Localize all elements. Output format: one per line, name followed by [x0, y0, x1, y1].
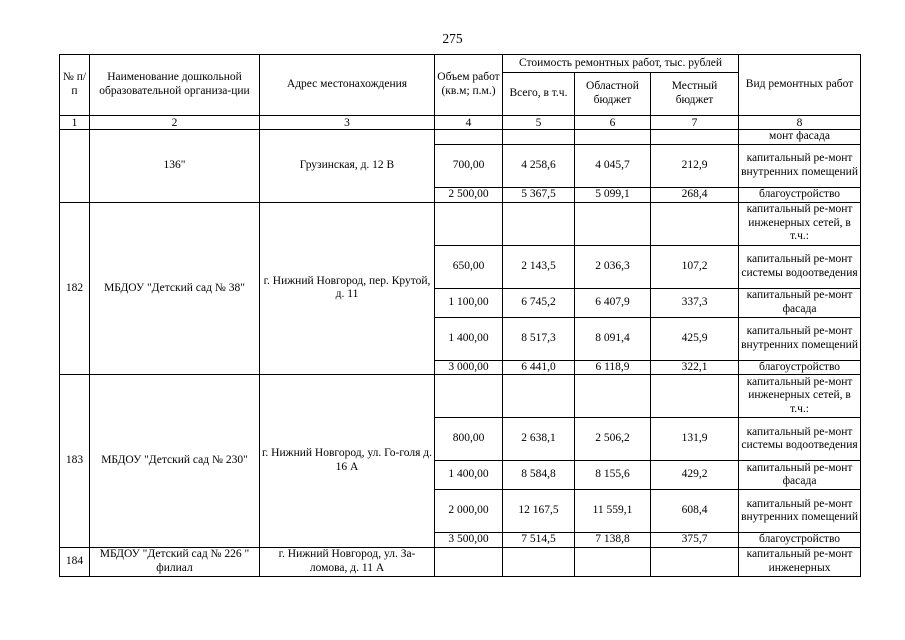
cell-regional: 5 099,1: [575, 187, 651, 202]
cell-total: 2 143,5: [503, 245, 575, 288]
page-number: 275: [442, 31, 463, 46]
cell-address: г. Нижний Новгород, ул. Го-голя д. 16 А: [260, 375, 435, 548]
cell-volume: [435, 202, 503, 245]
cell-work-type: монт фасада: [739, 130, 861, 145]
cell-regional: [575, 130, 651, 145]
cell-local: 322,1: [651, 360, 739, 375]
column-number-row: [60, 116, 861, 130]
cell-work-type: благоустройство: [739, 360, 861, 375]
cell-address: Грузинская, д. 12 В: [260, 130, 435, 203]
cell-volume: [435, 375, 503, 418]
header-address: Адрес местонахождения: [260, 55, 435, 116]
cell-work-type: капитальный ре-монт инженерных сетей, в т.ч.:: [739, 375, 861, 418]
cell-regional: [575, 202, 651, 245]
cell-address: г. Нижний Новгород, ул. За-ломова, д. 11 А: [260, 548, 435, 577]
cell-local: 429,2: [651, 461, 739, 490]
column-number: 1: [60, 116, 90, 130]
cell-work-type: капитальный ре-монт инженерных сетей, в т.ч.:: [739, 202, 861, 245]
cell-total: 6 745,2: [503, 288, 575, 317]
cell-local: [651, 130, 739, 145]
cell-local: 268,4: [651, 187, 739, 202]
cell-volume: [435, 548, 503, 577]
table-row: [60, 202, 861, 245]
column-number: 5: [503, 116, 575, 130]
cell-volume: 2 500,00: [435, 187, 503, 202]
cell-work-type: благоустройство: [739, 533, 861, 548]
cell-local: 107,2: [651, 245, 739, 288]
cell-volume: [435, 130, 503, 145]
table-row: [60, 130, 861, 145]
cell-org: 136": [90, 130, 260, 203]
cell-total: 4 258,6: [503, 144, 575, 187]
cell-local: 375,7: [651, 533, 739, 548]
header-org: Наименование дошкольной образовательной организа-ции: [90, 55, 260, 116]
cell-work-type: капитальный ре-монт фасада: [739, 288, 861, 317]
cell-total: 7 514,5: [503, 533, 575, 548]
cell-total: [503, 375, 575, 418]
cell-regional: 2 506,2: [575, 418, 651, 461]
cell-work-type: капитальный ре-монт системы водоотведения: [739, 245, 861, 288]
column-number: 2: [90, 116, 260, 130]
cell-total: 2 638,1: [503, 418, 575, 461]
cell-total: 8 517,3: [503, 317, 575, 360]
repair-works-table: [59, 54, 861, 577]
cell-regional: 8 091,4: [575, 317, 651, 360]
header-total: Всего, в т.ч.: [503, 73, 575, 116]
cell-local: [651, 202, 739, 245]
column-number: 7: [651, 116, 739, 130]
cell-total: [503, 202, 575, 245]
cell-index: [60, 130, 90, 203]
cell-work-type: капитальный ре-монт внутренних помещений: [739, 490, 861, 533]
header-regional: Областной бюджет: [575, 73, 651, 116]
cell-local: [651, 548, 739, 577]
cell-local: 608,4: [651, 490, 739, 533]
cell-total: 8 584,8: [503, 461, 575, 490]
cell-volume: 650,00: [435, 245, 503, 288]
cell-work-type: капитальный ре-монт внутренних помещений: [739, 144, 861, 187]
header-work-type: Вид ремонтных работ: [739, 55, 861, 116]
cell-regional: 7 138,8: [575, 533, 651, 548]
cell-volume: 1 100,00: [435, 288, 503, 317]
cell-local: 212,9: [651, 144, 739, 187]
table-row: [60, 548, 861, 577]
cell-regional: [575, 548, 651, 577]
cell-index: 182: [60, 202, 90, 375]
cell-regional: 4 045,7: [575, 144, 651, 187]
cell-local: 131,9: [651, 418, 739, 461]
cell-org: МБДОУ "Детский сад № 38": [90, 202, 260, 375]
cell-local: 337,3: [651, 288, 739, 317]
cell-org: МБДОУ "Детский сад № 230": [90, 375, 260, 548]
cell-local: [651, 375, 739, 418]
cell-total: [503, 548, 575, 577]
cell-index: 184: [60, 548, 90, 577]
cell-total: 12 167,5: [503, 490, 575, 533]
table-row: [60, 375, 861, 418]
cell-work-type: капитальный ре-монт инженерных: [739, 548, 861, 577]
cell-work-type: капитальный ре-монт фасада: [739, 461, 861, 490]
cell-local: 425,9: [651, 317, 739, 360]
cell-regional: 8 155,6: [575, 461, 651, 490]
column-number: 3: [260, 116, 435, 130]
cell-regional: 6 407,9: [575, 288, 651, 317]
column-number: 8: [739, 116, 861, 130]
cell-regional: 11 559,1: [575, 490, 651, 533]
cell-work-type: капитальный ре-монт внутренних помещений: [739, 317, 861, 360]
column-number: 4: [435, 116, 503, 130]
header-local: Местный бюджет: [651, 73, 739, 116]
cell-volume: 1 400,00: [435, 461, 503, 490]
cell-total: 5 367,5: [503, 187, 575, 202]
cell-regional: 6 118,9: [575, 360, 651, 375]
cell-index: 183: [60, 375, 90, 548]
cell-address: г. Нижний Новгород, пер. Крутой, д. 11: [260, 202, 435, 375]
header-index: № п/п: [60, 55, 90, 116]
cell-total: [503, 130, 575, 145]
cell-volume: 800,00: [435, 418, 503, 461]
cell-volume: 3 500,00: [435, 533, 503, 548]
cell-volume: 1 400,00: [435, 317, 503, 360]
header-cost-group: Стоимость ремонтных работ, тыс. рублей: [503, 55, 739, 73]
cell-volume: 2 000,00: [435, 490, 503, 533]
cell-regional: [575, 375, 651, 418]
cell-work-type: капитальный ре-монт системы водоотведения: [739, 418, 861, 461]
cell-regional: 2 036,3: [575, 245, 651, 288]
column-number: 6: [575, 116, 651, 130]
cell-total: 6 441,0: [503, 360, 575, 375]
cell-work-type: благоустройство: [739, 187, 861, 202]
cell-volume: 3 000,00: [435, 360, 503, 375]
cell-org: МБДОУ "Детский сад № 226 " филиал: [90, 548, 260, 577]
cell-volume: 700,00: [435, 144, 503, 187]
header-volume: Объем работ (кв.м; п.м.): [435, 55, 503, 116]
